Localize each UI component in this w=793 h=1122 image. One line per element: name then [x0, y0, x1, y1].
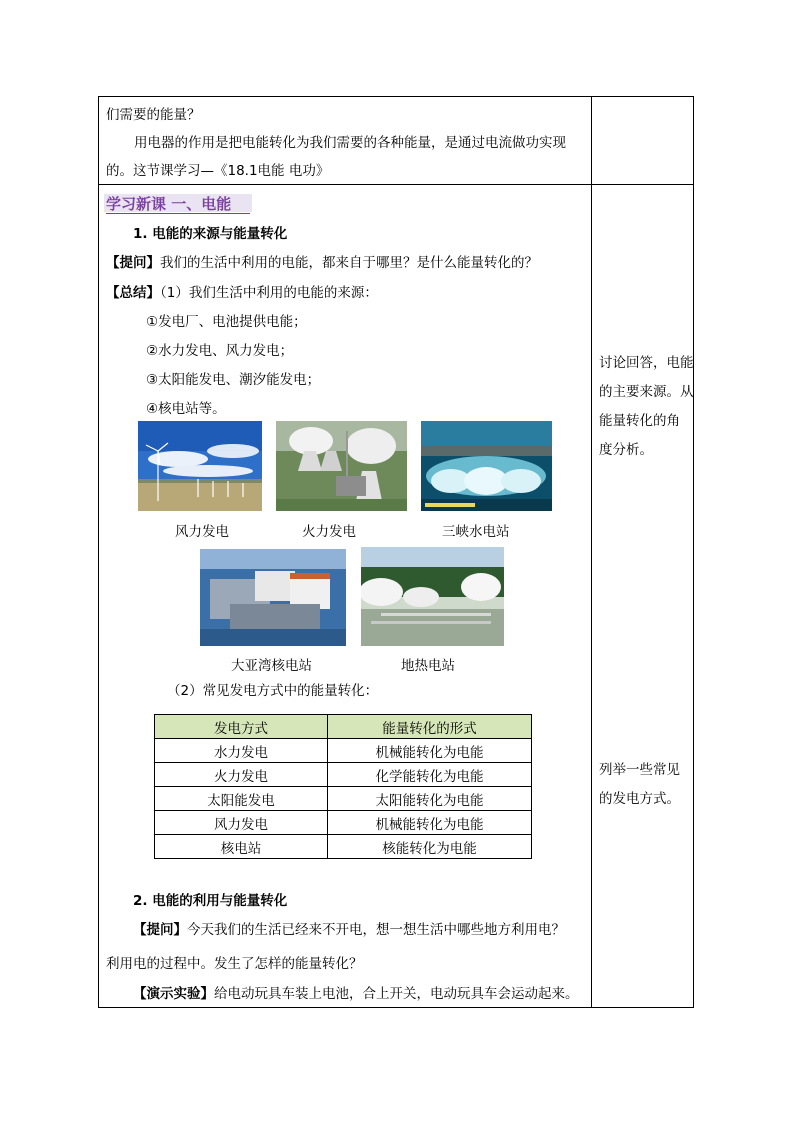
table-header-cell: 发电方式	[155, 715, 328, 739]
question-2-line-2: 利用电的过程中。发生了怎样的能量转化？	[106, 956, 363, 972]
side-note-line: 度分析。	[599, 442, 653, 458]
geothermal-plant-photo	[361, 547, 504, 646]
table-intro: （2）常见发电方式中的能量转化：	[167, 683, 379, 699]
caption-wind: 风力发电	[175, 524, 229, 540]
side-note-1	[599, 349, 694, 465]
side-note-line: 的发电方式。	[599, 791, 680, 807]
caption-three-gorges: 三峡水电站	[442, 524, 510, 540]
thermal-power-photo	[276, 421, 407, 511]
table-cell: 核能转化为电能	[328, 835, 532, 859]
table-cell: 核电站	[155, 835, 328, 859]
side-note-line: 能量转化的角	[599, 413, 680, 429]
side-note-2	[599, 756, 680, 814]
table-cell: 太阳能发电	[155, 787, 328, 811]
table-row	[155, 835, 532, 859]
table-row	[155, 787, 532, 811]
source-item-4: ④核电站等。	[146, 401, 226, 417]
table-cell: 水力发电	[155, 739, 328, 763]
side-note-line: 的主要来源。从	[599, 384, 694, 400]
heading-underline	[106, 213, 250, 214]
question-tag: 【提问】	[106, 255, 160, 271]
question-2	[133, 921, 565, 939]
table-cell: 太阳能转化为电能	[328, 787, 532, 811]
table-cell: 火力发电	[155, 763, 328, 787]
table-row	[155, 811, 532, 835]
table-cell: 风力发电	[155, 811, 328, 835]
intro-line-2: 用电器的作用是把电能转化为我们需要的各种能量，是通过电流做功实现	[134, 135, 566, 151]
table-cell: 机械能转化为电能	[328, 811, 532, 835]
side-note-line: 讨论回答，电能	[599, 355, 694, 371]
table-row	[155, 763, 532, 787]
table-header-cell: 能量转化的形式	[328, 715, 532, 739]
source-item-3: ③太阳能发电、潮汐能发电；	[146, 372, 321, 388]
table-row	[155, 739, 532, 763]
nuclear-plant-photo	[200, 549, 346, 646]
table-cell: 化学能转化为电能	[328, 763, 532, 787]
row-divider	[98, 184, 694, 185]
source-item-1: ①发电厂、电池提供电能；	[146, 314, 307, 330]
caption-thermal: 火力发电	[302, 524, 356, 540]
subheading-2: 2. 电能的利用与能量转化	[133, 893, 288, 909]
summary-text: （1）我们生活中利用的电能的来源：	[160, 285, 378, 301]
table-cell: 机械能转化为电能	[328, 739, 532, 763]
caption-nuclear: 大亚湾核电站	[231, 658, 312, 674]
summary-tag: 【总结】	[106, 285, 160, 301]
question-tag: 【提问】	[133, 922, 187, 938]
demo-line	[133, 985, 579, 1003]
wind-power-photo	[138, 421, 262, 511]
intro-line-1: 们需要的能量？	[106, 107, 201, 123]
three-gorges-photo	[421, 421, 552, 511]
intro-line-3: 的。这节课学习—《18.1电能 电功》	[106, 163, 330, 179]
summary-line	[106, 284, 378, 302]
question-text: 今天我们的生活已经来不开电，想一想生活中哪些地方利用电？	[187, 922, 565, 938]
question-1	[106, 254, 538, 272]
side-note-line: 列举一些常见	[599, 762, 680, 778]
question-text: 我们的生活中利用的电能，都来自于哪里？是什么能量转化的？	[160, 255, 538, 271]
caption-geothermal: 地热电站	[401, 658, 455, 674]
table-header-row	[155, 715, 532, 739]
demo-text: 给电动玩具车装上电池，合上开关，电动玩具车会运动起来。	[214, 986, 579, 1002]
energy-conversion-table	[154, 714, 532, 859]
source-item-2: ②水力发电、风力发电；	[146, 343, 294, 359]
column-divider	[591, 96, 592, 1008]
subheading-1: 1. 电能的来源与能量转化	[133, 226, 288, 242]
section-heading: 学习新课 一、电能	[106, 195, 232, 213]
demo-tag: 【演示实验】	[133, 986, 214, 1002]
